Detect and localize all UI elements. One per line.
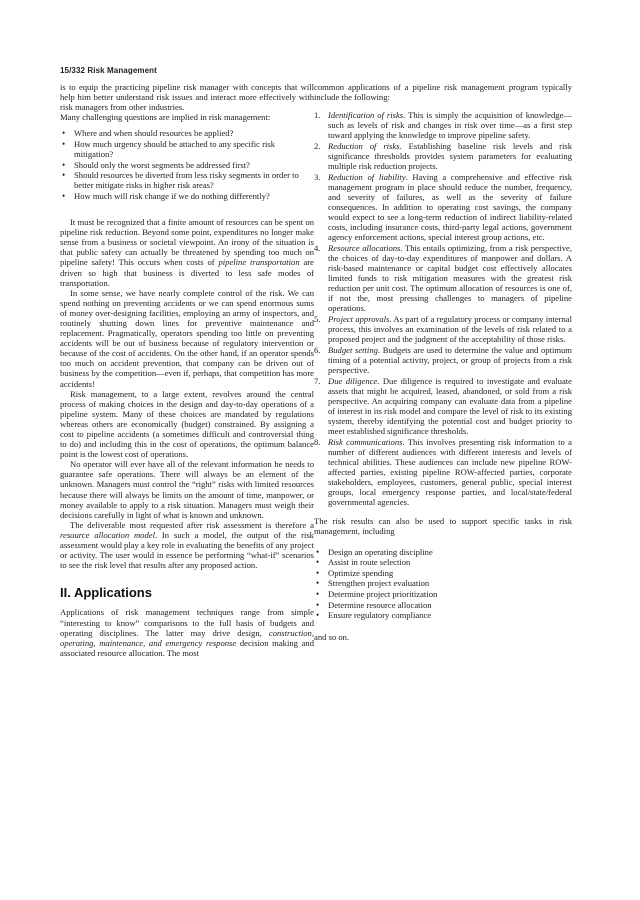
closing-text: and so on.	[314, 632, 350, 643]
paragraph: common applications of a pipeline risk management program typically include the following:	[314, 82, 572, 103]
paragraph: The risk results can also be used to support specific tasks in risk management, including	[314, 516, 572, 537]
list-item: 2. Reduction of risks. Establishing baseline risk levels and risk significance thresholds provides system parameters for evaluating multiple risk reduction projects.	[314, 140, 572, 172]
paragraph: Many challenging questions are implied in risk management:	[60, 112, 271, 123]
paragraph: is to equip the practicing pipeline risk manager with concepts that will help him better understand risk issues and interact more effectively with risk managers from other industries.	[60, 82, 314, 113]
running-head: 15/332 Risk Management	[60, 66, 157, 75]
paragraph: The deliverable most requested after risk assessment is therefore a resource allocation model. In such a model, the output of the risk assessment would play a key role in evaluating the benefits of any project or activity. The user would in essence be performing “what-if” scenarios to see the risk level that results after any proposed action.	[60, 519, 314, 571]
list-item: • Should only the worst segments be addressed first?	[60, 160, 314, 170]
list-item: • Determine resource allocation	[314, 600, 572, 610]
question-list	[60, 128, 314, 201]
paragraph: Risk management, to a large extent, revolves around the central process of making choices in the design and day-to-day operations of a pipeline system. Many of these choices are mandated by regulations whereas others are economically (budget) constrained. By assigning a cost to pipeline accidents (a sometimes difficult and controversial thing to do) and including this in the cost of operations, the optimum balance point is the lowest cost of operations.	[60, 388, 314, 460]
applications-list	[314, 110, 572, 507]
list-item: 1. Identification of risks. This is simply the acquisition of knowledge—such as levels of risk and changes in risk over time—as a first step toward applying the knowledge to improve pipeline safety.	[314, 110, 572, 141]
list-item: • Ensure regulatory compliance	[314, 610, 572, 620]
list-item: 7. Due diligence. Due diligence is required to investigate and evaluate assets that might be acquired, leased, abandoned, or sold from a risk perspective. An acquiring company can evaluate data from a pipeline of interest in its risk model and compare the level of risk to its existing system, thereby identifying the potential cost and budget priority to meet established significance thresholds.	[314, 375, 572, 437]
list-item: • Optimize spending	[314, 568, 572, 578]
left-column	[60, 82, 314, 658]
list-item: 3. Reduction of liability. Having a comprehensive and effective risk management program in place should reduce the number, frequency, and severity of failures, as well as the severity of failure consequences. In addition to operating cost savings, the company would expect to see a long-term reduction of indirect liability-related costs, including insurance costs, third-party legal actions, government agency enforcement actions, special interest group actions, etc.	[314, 171, 572, 243]
list-item: • Strengthen project evaluation	[314, 578, 572, 588]
list-item: 4. Resource allocations. This entails optimizing, from a risk perspective, the choices of day-to-day expenditures of manpower and dollars. A risk-based maintenance or capital budget cost effectively allocates limited funds to risk mitigation measures with the greatest risk reduction per unit cost. The optimum allocation of resources is one of, if not the, most pressing challenges to managers of pipeline operations.	[314, 242, 572, 314]
list-item: • Where and when should resources be applied?	[60, 128, 314, 138]
section-heading: II. Applications	[60, 585, 152, 601]
list-item: 5. Project approvals. As part of a regulatory process or company internal process, this involves an examination of the levels of risk related to a proposed project and the judgment of the acceptability of those risks.	[314, 314, 572, 345]
list-item: • Should resources be diverted from less risky segments in order to better mitigate risks in higher risk areas?	[60, 170, 314, 190]
right-column	[314, 82, 572, 642]
paragraph: It must be recognized that a finite amount of resources can be spent on pipeline risk reduction. Beyond some point, expenditures no longer make sense from a business or societal viewpoint. An irony of the situation is that public safety can actually be threatened by spending too much on pipeline safety! This occurs when costs of pipeline transportation are driven so high that business is diverted to less safe modes of transportation.	[60, 217, 314, 288]
list-item: 6. Budget setting. Budgets are used to determine the value and optimum timing of a potential activity, project, or group of projects from a risk perspective.	[314, 344, 572, 376]
list-item: • Design an operating discipline	[314, 547, 572, 557]
paragraph: Applications of risk management techniques range from simple “interesting to know” comparisons to the full basis of budgets and operating disciplines. The latter may drive design, construction, operating, maintenance, and emergency response decision making and associated resource allocation. The most	[60, 607, 314, 658]
list-item: • How much urgency should be attached to any specific risk mitigation?	[60, 139, 314, 159]
paragraph: No operator will ever have all of the relevant information he needs to guarantee safe operations. There will always be an element of the unknown. Managers must control the “right” risks with limited resources because there will always be limits on the amount of time, manpower, or money available to apply to a risk situation. Managers must weigh their decisions carefully in light of what is known and unknown.	[60, 459, 314, 520]
list-item: 8. Risk communications. This involves presenting risk information to a number of different audiences with different interests and levels of technical abilities. These audiences can include new pipeline ROW-affected parties, existing pipeline ROW-affected parties, corporate stakeholders, employees, customers, general public, special interest groups, local emergency response parties, and local/state/federal governmental agencies.	[314, 436, 572, 508]
list-item: • Assist in route selection	[314, 557, 572, 567]
paragraph: In some sense, we have nearly complete control of the risk. We can spend nothing on preventing accidents or we can spend enormous sums of money over-designing facilities, employing an army of inspectors, and routinely shutting down lines for preventive maintenance and replacement. Pragmatically, operators spending too little on preventing accidents will be out of business because of regulatory intervention or because of the cost of accidents. On the other hand, if an operator spends too much on accident prevention, that company can be driven out of business by the competition—even if, perhaps, that competition has more accidents!	[60, 287, 314, 389]
task-list	[314, 547, 572, 621]
list-item: • How much will risk change if we do nothing differently?	[60, 191, 314, 201]
list-item: • Determine project prioritization	[314, 589, 572, 599]
